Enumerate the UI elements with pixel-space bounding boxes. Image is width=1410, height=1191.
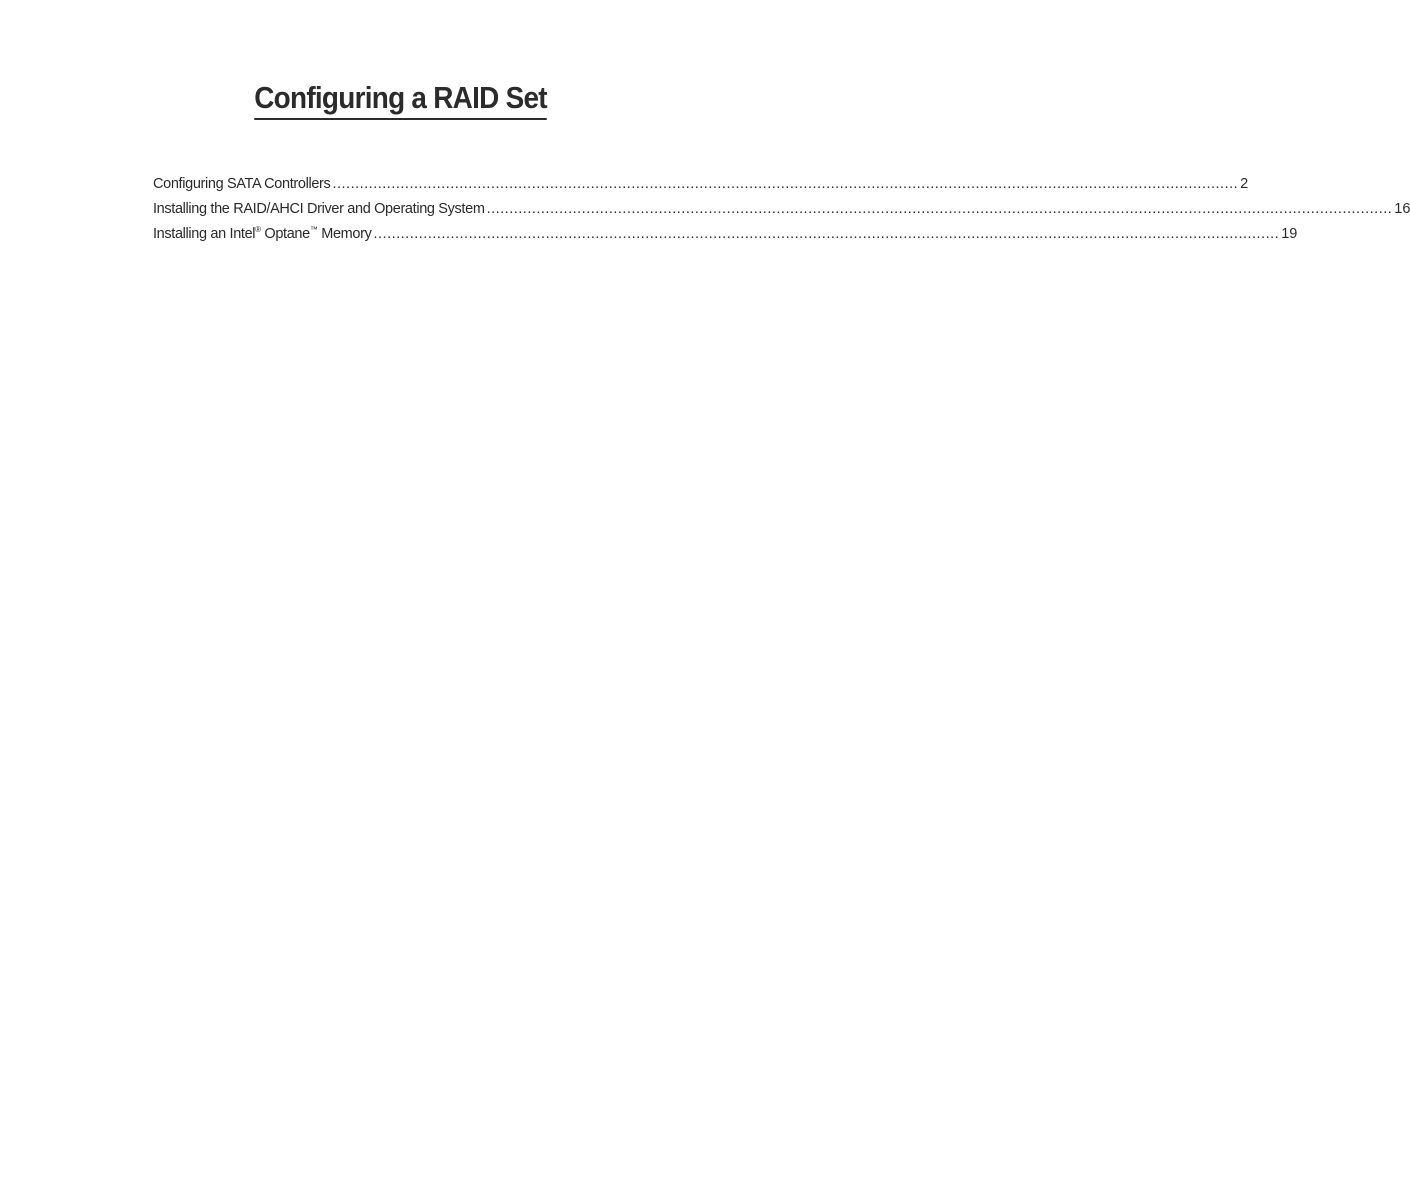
- toc-entry-label[interactable]: Installing the RAID/AHCI Driver and Operating System: [153, 201, 485, 217]
- toc-entry-label[interactable]: Installing an Intel® Optane™ Memory: [153, 225, 372, 242]
- toc-dot-leader: ........................................................................................................................................................................................................: [332, 176, 1239, 192]
- toc-dot-leader: ........................................................................................................................................................................................................: [373, 226, 1280, 242]
- table-of-contents: [153, 174, 1410, 249]
- page-title-text: Configuring a RAID Set: [255, 80, 548, 120]
- trademark-mark: ™: [309, 225, 318, 234]
- registered-mark: ®: [255, 225, 261, 234]
- toc-entry-configuring-sata-controllers[interactable]: [153, 174, 1249, 199]
- toc-entry-installing-intel-optane-memory[interactable]: [153, 224, 1298, 249]
- toc-entry-installing-raid-ahci-driver[interactable]: [153, 199, 1410, 224]
- toc-page-number[interactable]: 16: [1394, 201, 1410, 217]
- page-title: [0, 80, 802, 120]
- toc-dot-leader: ........................................................................................................................................................................................................: [486, 201, 1393, 217]
- toc-entry-label[interactable]: Configuring SATA Controllers: [153, 176, 331, 192]
- toc-page-number[interactable]: 2: [1240, 176, 1249, 192]
- toc-page-number[interactable]: 19: [1281, 226, 1298, 242]
